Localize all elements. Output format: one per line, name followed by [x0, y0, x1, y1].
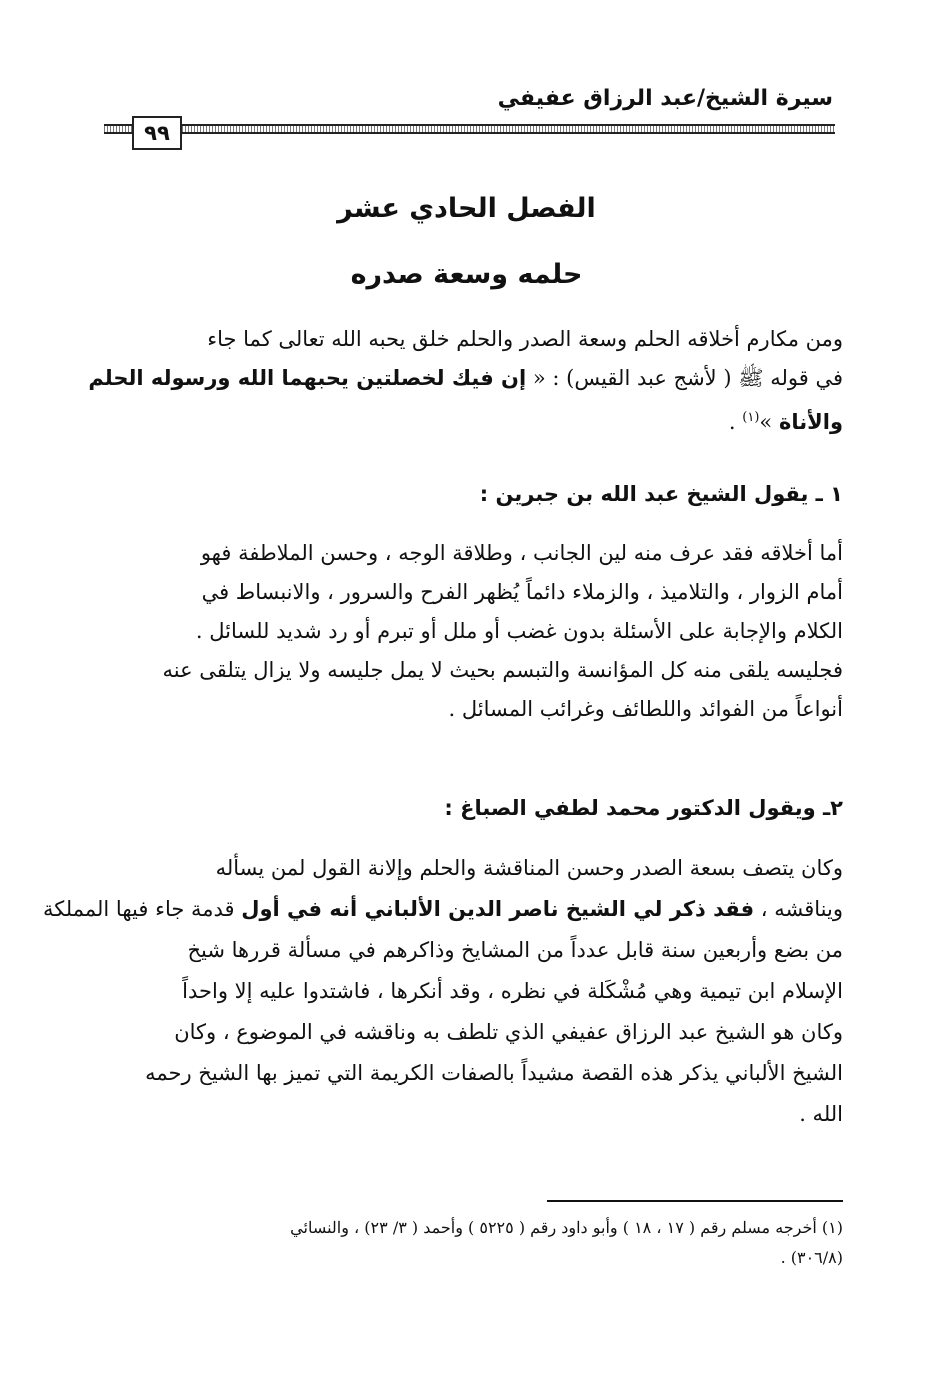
quote-close: » [759, 410, 779, 434]
intro-line: ومن مكارم أخلاقه الحلم وسعة الصدر والحلم خلق يحبه الله تعالى كما جاء [207, 327, 843, 351]
paragraph-line [42, 889, 843, 930]
paragraph-line: الشيخ الألباني يذكر هذه القصة مشيداً بالصفات الكريمة التي تميز بها الشيخ رحمه [145, 1061, 843, 1085]
paragraph-line: أمام الزوار ، والتلاميذ ، والزملاء دائماً يُظهر الفرح والسرور ، والانبساط في [201, 580, 843, 604]
paragraph-line: فجليسه يلقى منه كل المؤانسة والتبسم بحيث لا يمل جليسه ولا يزال يتلقى عنه [162, 658, 843, 682]
section2-paragraph [42, 848, 843, 1135]
intro-text: . [728, 410, 743, 434]
intro-line [108, 398, 843, 442]
page-number-text: ٩٩ [144, 121, 170, 145]
chapter-title: الفصل الحادي عشر [337, 193, 596, 224]
hadith-quote: والأناة [778, 410, 843, 434]
paragraph-text: قدمة جاء فيها المملكة [42, 897, 242, 921]
page-number [132, 116, 182, 150]
paragraph-line: وكان هو الشيخ عبد الرزاق عفيفي الذي تلطف به وناقشه في الموضوع ، وكان [174, 1020, 843, 1044]
paragraph-line: أنواعاً من الفوائد واللطائف وغرائب المسائل . [448, 697, 843, 721]
paragraph-line: من بضع وأربعين سنة قابل عدداً من المشايخ وذاكرهم في مسألة قررها شيخ [187, 938, 843, 962]
paragraph-text: ويناقشه ، [754, 897, 843, 921]
footnote-line: (٣٠٦/٨) . [780, 1248, 843, 1267]
footnote-ref: (١) [742, 410, 760, 425]
intro-line [88, 359, 843, 398]
section-heading-2: ٢ـ ويقول الدكتور محمد لطفي الصباغ : [444, 796, 843, 820]
footnote-line: (١) أخرجه مسلم رقم ( ١٧ ، ١٨ ) وأبو داود رقم ( ٥٢٢٥ ) وأحمد ( ٣/ ٢٣) ، والنسائي [290, 1218, 843, 1237]
footnote-divider [547, 1200, 843, 1202]
running-title: سيرة الشيخ/عبد الرزاق عفيفي [497, 86, 833, 111]
header-rule [104, 124, 835, 134]
hadith-quote: إن فيك لخصلتين يحبهما الله ورسوله الحلم [88, 366, 527, 390]
footnotes [108, 1213, 843, 1273]
paragraph-line: الإسلام ابن تيمية وهي مُشْكَلة في نظره ، وقد أنكرها ، فاشتدوا عليه إلا واحداً [182, 979, 843, 1003]
emphasized-text: فقد ذكر لي الشيخ ناصر الدين الألباني أنه في أول [241, 897, 755, 921]
paragraph-line: وكان يتصف بسعة الصدر وحسن المناقشة والحلم وإلانة القول لمن يسأله [215, 856, 843, 880]
paragraph-line: الله . [799, 1102, 843, 1126]
section-heading-1: ١ ـ يقول الشيخ عبد الله بن جبرين : [479, 482, 843, 506]
section1-paragraph [108, 534, 843, 729]
paragraph-line: الكلام والإجابة على الأسئلة بدون غضب أو ملل أو تبرم أو رد شديد للسائل . [195, 619, 843, 643]
paragraph-line: أما أخلاقه فقد عرف منه لين الجانب ، وطلاقة الوجه ، وحسن الملاطفة فهو [200, 541, 843, 565]
intro-paragraph [88, 320, 843, 442]
chapter-subtitle: حلمه وسعة صدره [350, 259, 583, 290]
intro-text: في قوله ﷺ ( لأشج عبد القيس) : « [526, 366, 843, 390]
